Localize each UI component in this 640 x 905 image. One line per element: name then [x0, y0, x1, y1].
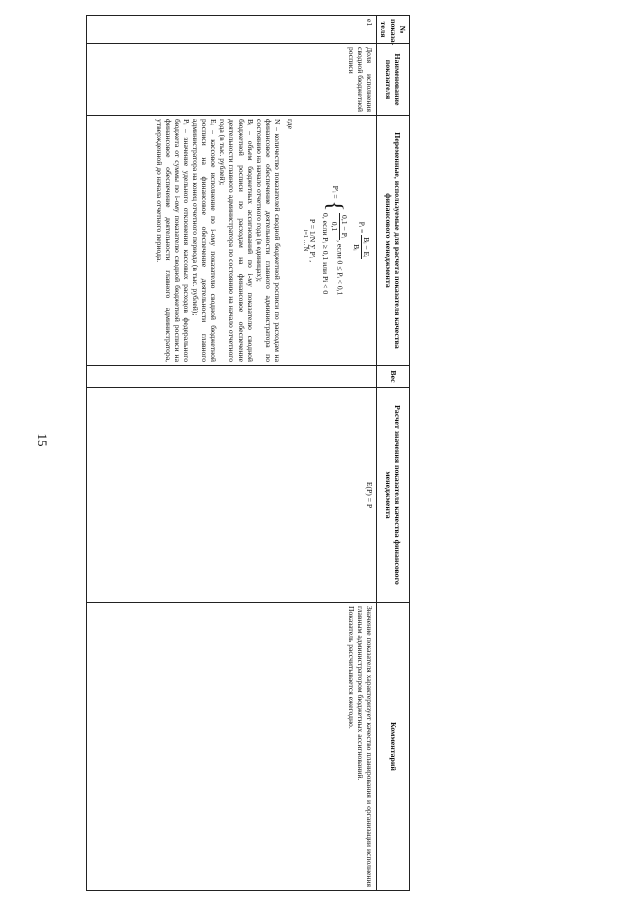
header-comment: Комментарий [376, 603, 409, 891]
formula-cases [320, 213, 348, 295]
header-num: № показа-теля [376, 16, 409, 44]
case1-denominator: 0,1 [329, 221, 339, 232]
formula-p-prime [320, 119, 348, 362]
definition-p: Pᵢ – значение удельного отклонения кассовых расходов федерального бюджета от суммы по i-ому показателю сводной бюджетной росписи на финансовое обеспечение деятельности главного администратора, утвержденной до начала отчетного периода. [154, 119, 191, 362]
header-calc: Расчет значения показателя качества финансового менеджмента [376, 388, 409, 603]
case1-condition: , если 0 ≤ Pᵢ < 0,1 [335, 240, 345, 296]
cell-num: e1 [86, 16, 376, 44]
formula-sum [301, 119, 317, 362]
cell-weight [86, 366, 376, 388]
formula-sum-text: P = 1/N ∑ P'ᵢ , [308, 218, 318, 263]
case1-numerator: 0,1 − Pᵢ [339, 215, 349, 239]
cell-comment [86, 603, 376, 891]
formula-p-denominator: Bᵢ [351, 244, 361, 251]
indicator-table [86, 15, 410, 891]
cell-name [86, 44, 376, 116]
table-row [86, 16, 376, 891]
formula-sum-limits: i=1 … N [302, 229, 309, 252]
formula-p [352, 119, 371, 362]
indicator-name: Доля исполнения сводной бюджетной росписи [346, 47, 374, 112]
case1-fraction [330, 213, 349, 240]
table-header-row [376, 16, 409, 891]
header-vars: Переменные, используемые для расчета показателя качества финансового менеджмента [376, 116, 409, 366]
cell-calc: E(P) = P [86, 388, 376, 603]
page-number: 15 [35, 433, 50, 447]
formula-p-prime-lhs: P'ᵢ = [330, 185, 340, 199]
formula-p-numerator: Bᵢ − Eᵢ [361, 237, 371, 258]
header-name: Наименование показателя [376, 44, 409, 116]
definition-n: N – количество показателей сводной бюджетной росписи по расходам на финансовое обеспечение деятельности главного администратора по состоянию на начало отчетного года (в единицах); [254, 119, 283, 362]
formula-p-lhs: Pᵢ = [357, 221, 367, 234]
rotated-table-container [85, 15, 410, 890]
definition-b: Bᵢ – объем бюджетных ассигнований по i-му показателю сводной бюджетной росписи по расходам на финансовое обеспечение деятельности главного администратора по состоянию на начало отчетного года (в тыс. рублей); [218, 119, 255, 362]
comment-text: Значение показателя характеризует качество планирования и организации исполнения главным администратором бюджетных ассигнований. [355, 606, 374, 887]
formula-p-fraction [352, 235, 371, 259]
comment-frequency: Показатель рассчитывается ежегодно. [346, 606, 356, 729]
definition-e: Eᵢ – кассовое исполнение по i-ому показателю сводной бюджетной росписи на финансовое обеспечение деятельности главного администратора на конец отчетного периода (в тыс. рублей); [191, 119, 219, 362]
case2-text: 0, если Pᵢ ≥ 0,1 или Pi < 0 [320, 213, 330, 295]
cell-vars [86, 116, 376, 366]
where-label: где [286, 119, 296, 129]
brace-symbol: { [322, 200, 348, 212]
header-weight: Вес [376, 366, 409, 388]
